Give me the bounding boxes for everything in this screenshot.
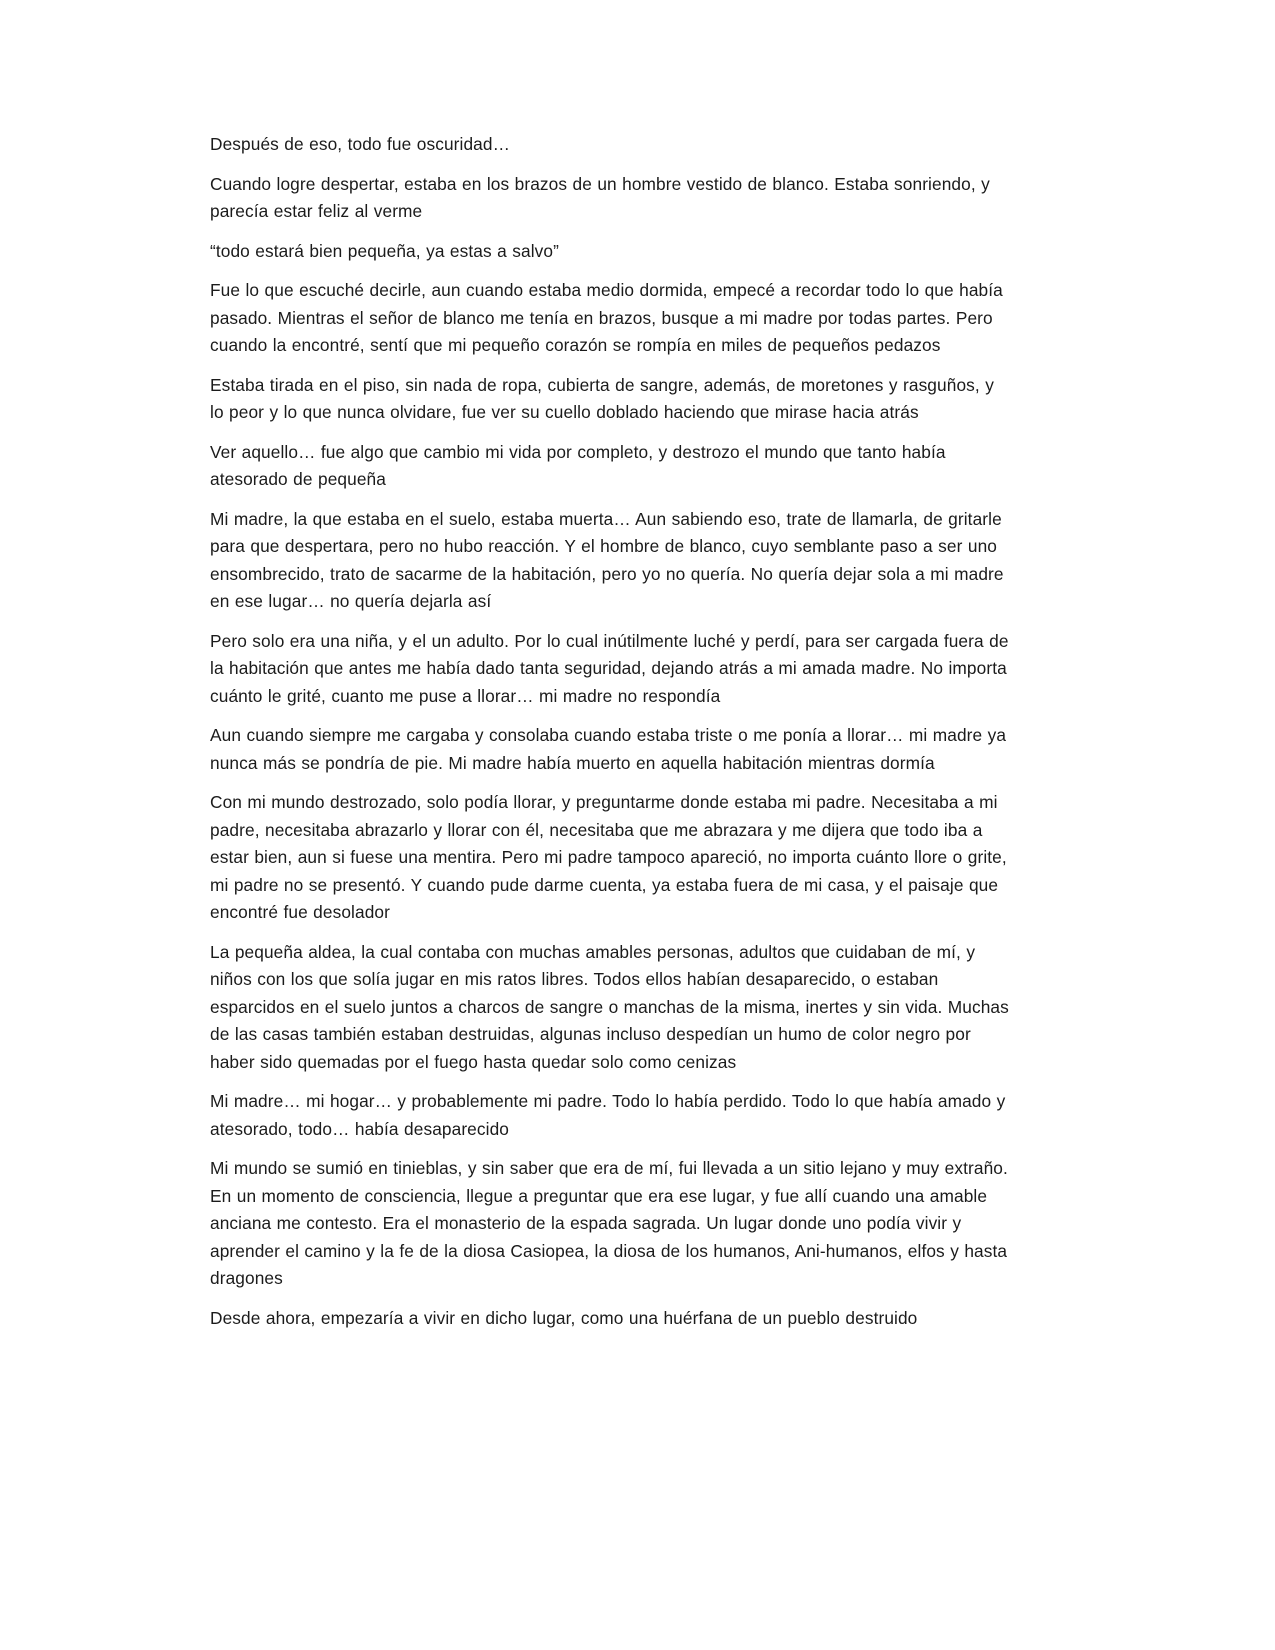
paragraph: La pequeña aldea, la cual contaba con muchas amables personas, adultos que cuidaban de mí, y niños con los que solía jugar en mis ratos libres. Todos ellos habían desaparecido, o estaban esparcidos en el suelo juntos a charcos de sangre o manchas de la misma, inertes y sin vida. Muchas de las casas también estaban destruidas, algunas incluso despedían un humo de color negro por haber sido quemadas por el fuego hasta quedar solo como cenizas <box>210 941 1009 1072</box>
paragraph: Mi madre, la que estaba en el suelo, estaba muerta… Aun sabiendo eso, trate de llamarla, de gritarle para que despertara, pero no hubo reacción. Y el hombre de blanco, cuyo semblante paso a ser uno ensombrecido, trato de sacarme de la habitación, pero yo no quería. No quería dejar sola a mi madre en ese lugar… no quería dejarla así <box>210 508 1004 611</box>
paragraph: Fue lo que escuché decirle, aun cuando estaba medio dormida, empecé a recordar todo lo que había pasado. Mientras el señor de blanco me tenía en brazos, busque a mi madre por todas partes. Pero cuando la encontré, sentí que mi pequeño corazón se rompía en miles de pequeños pedazos <box>210 280 1003 355</box>
paragraph: “todo estará bien pequeña, ya estas a salvo” <box>210 240 559 261</box>
paragraph: Pero solo era una niña, y el un adulto. Por lo cual inútilmente luché y perdí, para ser cargada fuera de la habitación que antes me había dado tanta seguridad, dejando atrás a mi amada madre. No importa cuánto le grité, cuanto me puse a llorar… mi madre no respondía <box>210 630 1009 706</box>
text-content <box>210 131 1010 1344</box>
paragraph: Con mi mundo destrozado, solo podía llorar, y preguntarme donde estaba mi padre. Necesitaba a mi padre, necesitaba abrazarlo y llorar con él, necesitaba que me abrazara y me dijera que todo iba a estar bien, aun si fuese una mentira. Pero mi padre tampoco apareció, no importa cuánto llore o grite, mi padre no se presentó. Y cuando pude darme cuenta, ya estaba fuera de mi casa, y el paisaje que encontré fue desolador <box>210 792 1007 922</box>
paragraph: Aun cuando siempre me cargaba y consolaba cuando estaba triste o me ponía a llorar… mi madre ya nunca más se pondría de pie. Mi madre había muerto en aquella habitación mientras dormía <box>210 725 1007 773</box>
paragraph: Estaba tirada en el piso, sin nada de ropa, cubierta de sangre, además, de moretones y rasguños, y lo peor y lo que nunca olvidare, fue ver su cuello doblado haciendo que mirase hacia atrás <box>210 374 994 422</box>
paragraph: Cuando logre despertar, estaba en los brazos de un hombre vestido de blanco. Estaba sonriendo, y parecía estar feliz al verme <box>210 173 990 221</box>
paragraph: Ver aquello… fue algo que cambio mi vida por completo, y destrozo el mundo que tanto había atesorado de pequeña <box>210 441 946 489</box>
paragraph: Mi madre… mi hogar… y probablemente mi padre. Todo lo había perdido. Todo lo que había amado y atesorado, todo… había desaparecido <box>210 1091 1006 1139</box>
paragraph: Mi mundo se sumió en tinieblas, y sin saber que era de mí, fui llevada a un sitio lejano y muy extraño. En un momento de consciencia, llegue a preguntar que era ese lugar, y fue allí cuando una amable anciana me contesto. Era el monasterio de la espada sagrada. Un lugar donde uno podía vivir y aprender el camino y la fe de la diosa Casiopea, la diosa de los humanos, Ani-humanos, elfos y hasta dragones <box>210 1158 1008 1288</box>
paragraph: Desde ahora, empezaría a vivir en dicho lugar, como una huérfana de un pueblo destruido <box>210 1307 918 1328</box>
paragraph: Después de eso, todo fue oscuridad… <box>210 134 510 154</box>
